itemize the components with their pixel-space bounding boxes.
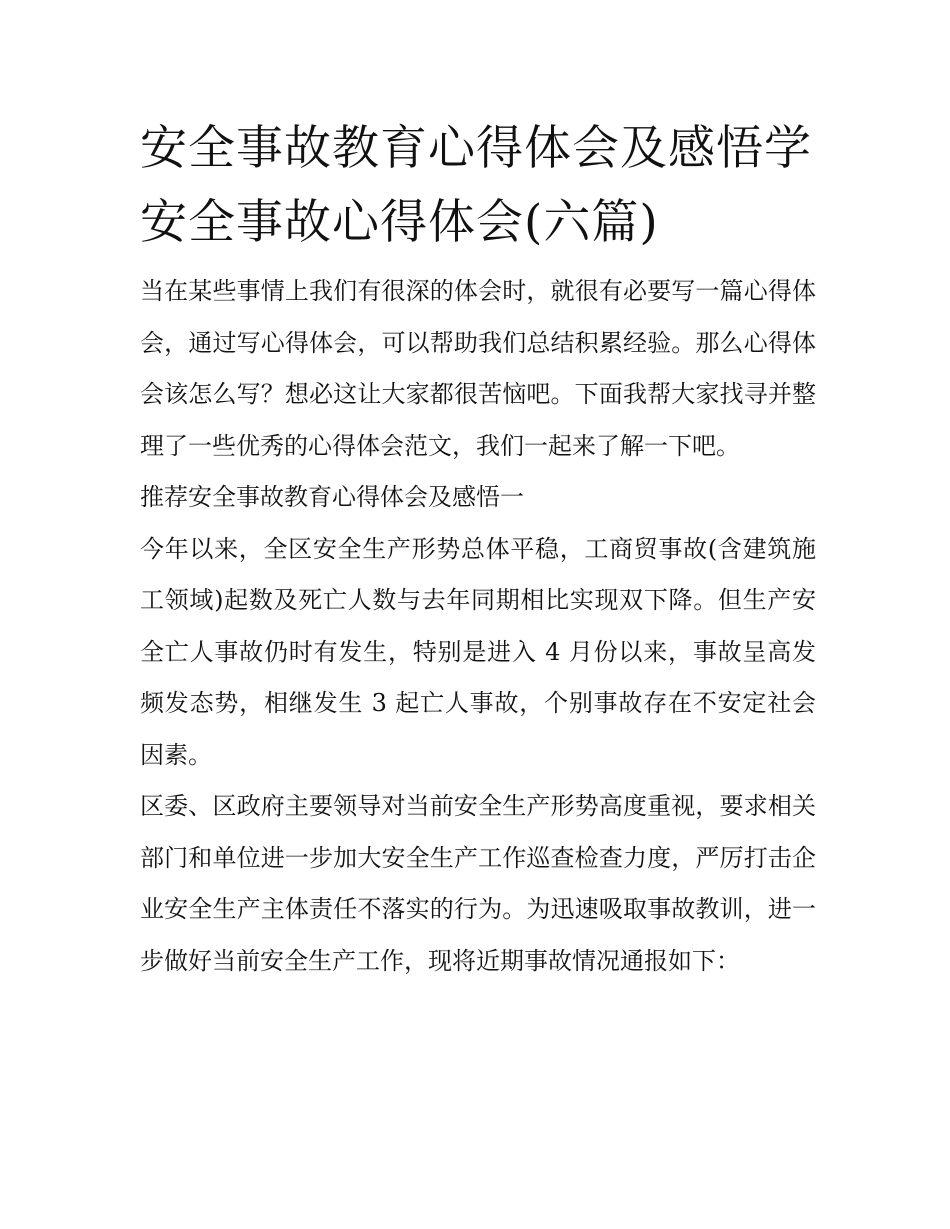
intro-paragraph: 当在某些事情上我们有很深的体会时，就很有必要写一篇心得体会，通过写心得体会，可以帮助我们总结积累经验。那么心得体会该怎么写？想必这让大家都很苦恼吧。下面我帮大家找寻并整理了一些优秀的心得体会范文，我们一起来了解一下吧。 bbox=[140, 277, 816, 460]
body-paragraph: 今年以来，全区安全生产形势总体平稳，工商贸事故(含建筑施工领域)起数及死亡人数与去年同期相比实现双下降。但生产安全亡人事故仍时有发生，特别是进入 4 月份以来，事故呈高发频发态势，相继发生 3 起亡人事故，个别事故存在不安定社会因素。 bbox=[140, 534, 816, 769]
body-paragraph: 区委、区政府主要领导对当前安全生产形势高度重视，要求相关部门和单位进一步加大安全生产工作巡查检查力度，严厉打击企业安全生产主体责任不落实的行为。为迅速吸取事故教训，进一步做好当前安全生产工作，现将近期事故情况通报如下： bbox=[140, 792, 816, 975]
section-heading: 推荐安全事故教育心得体会及感悟一 bbox=[140, 483, 524, 511]
document-title: 安全事故教育心得体会及感悟学安全事故心得体会(六篇) bbox=[140, 121, 812, 250]
document-page bbox=[140, 112, 816, 987]
